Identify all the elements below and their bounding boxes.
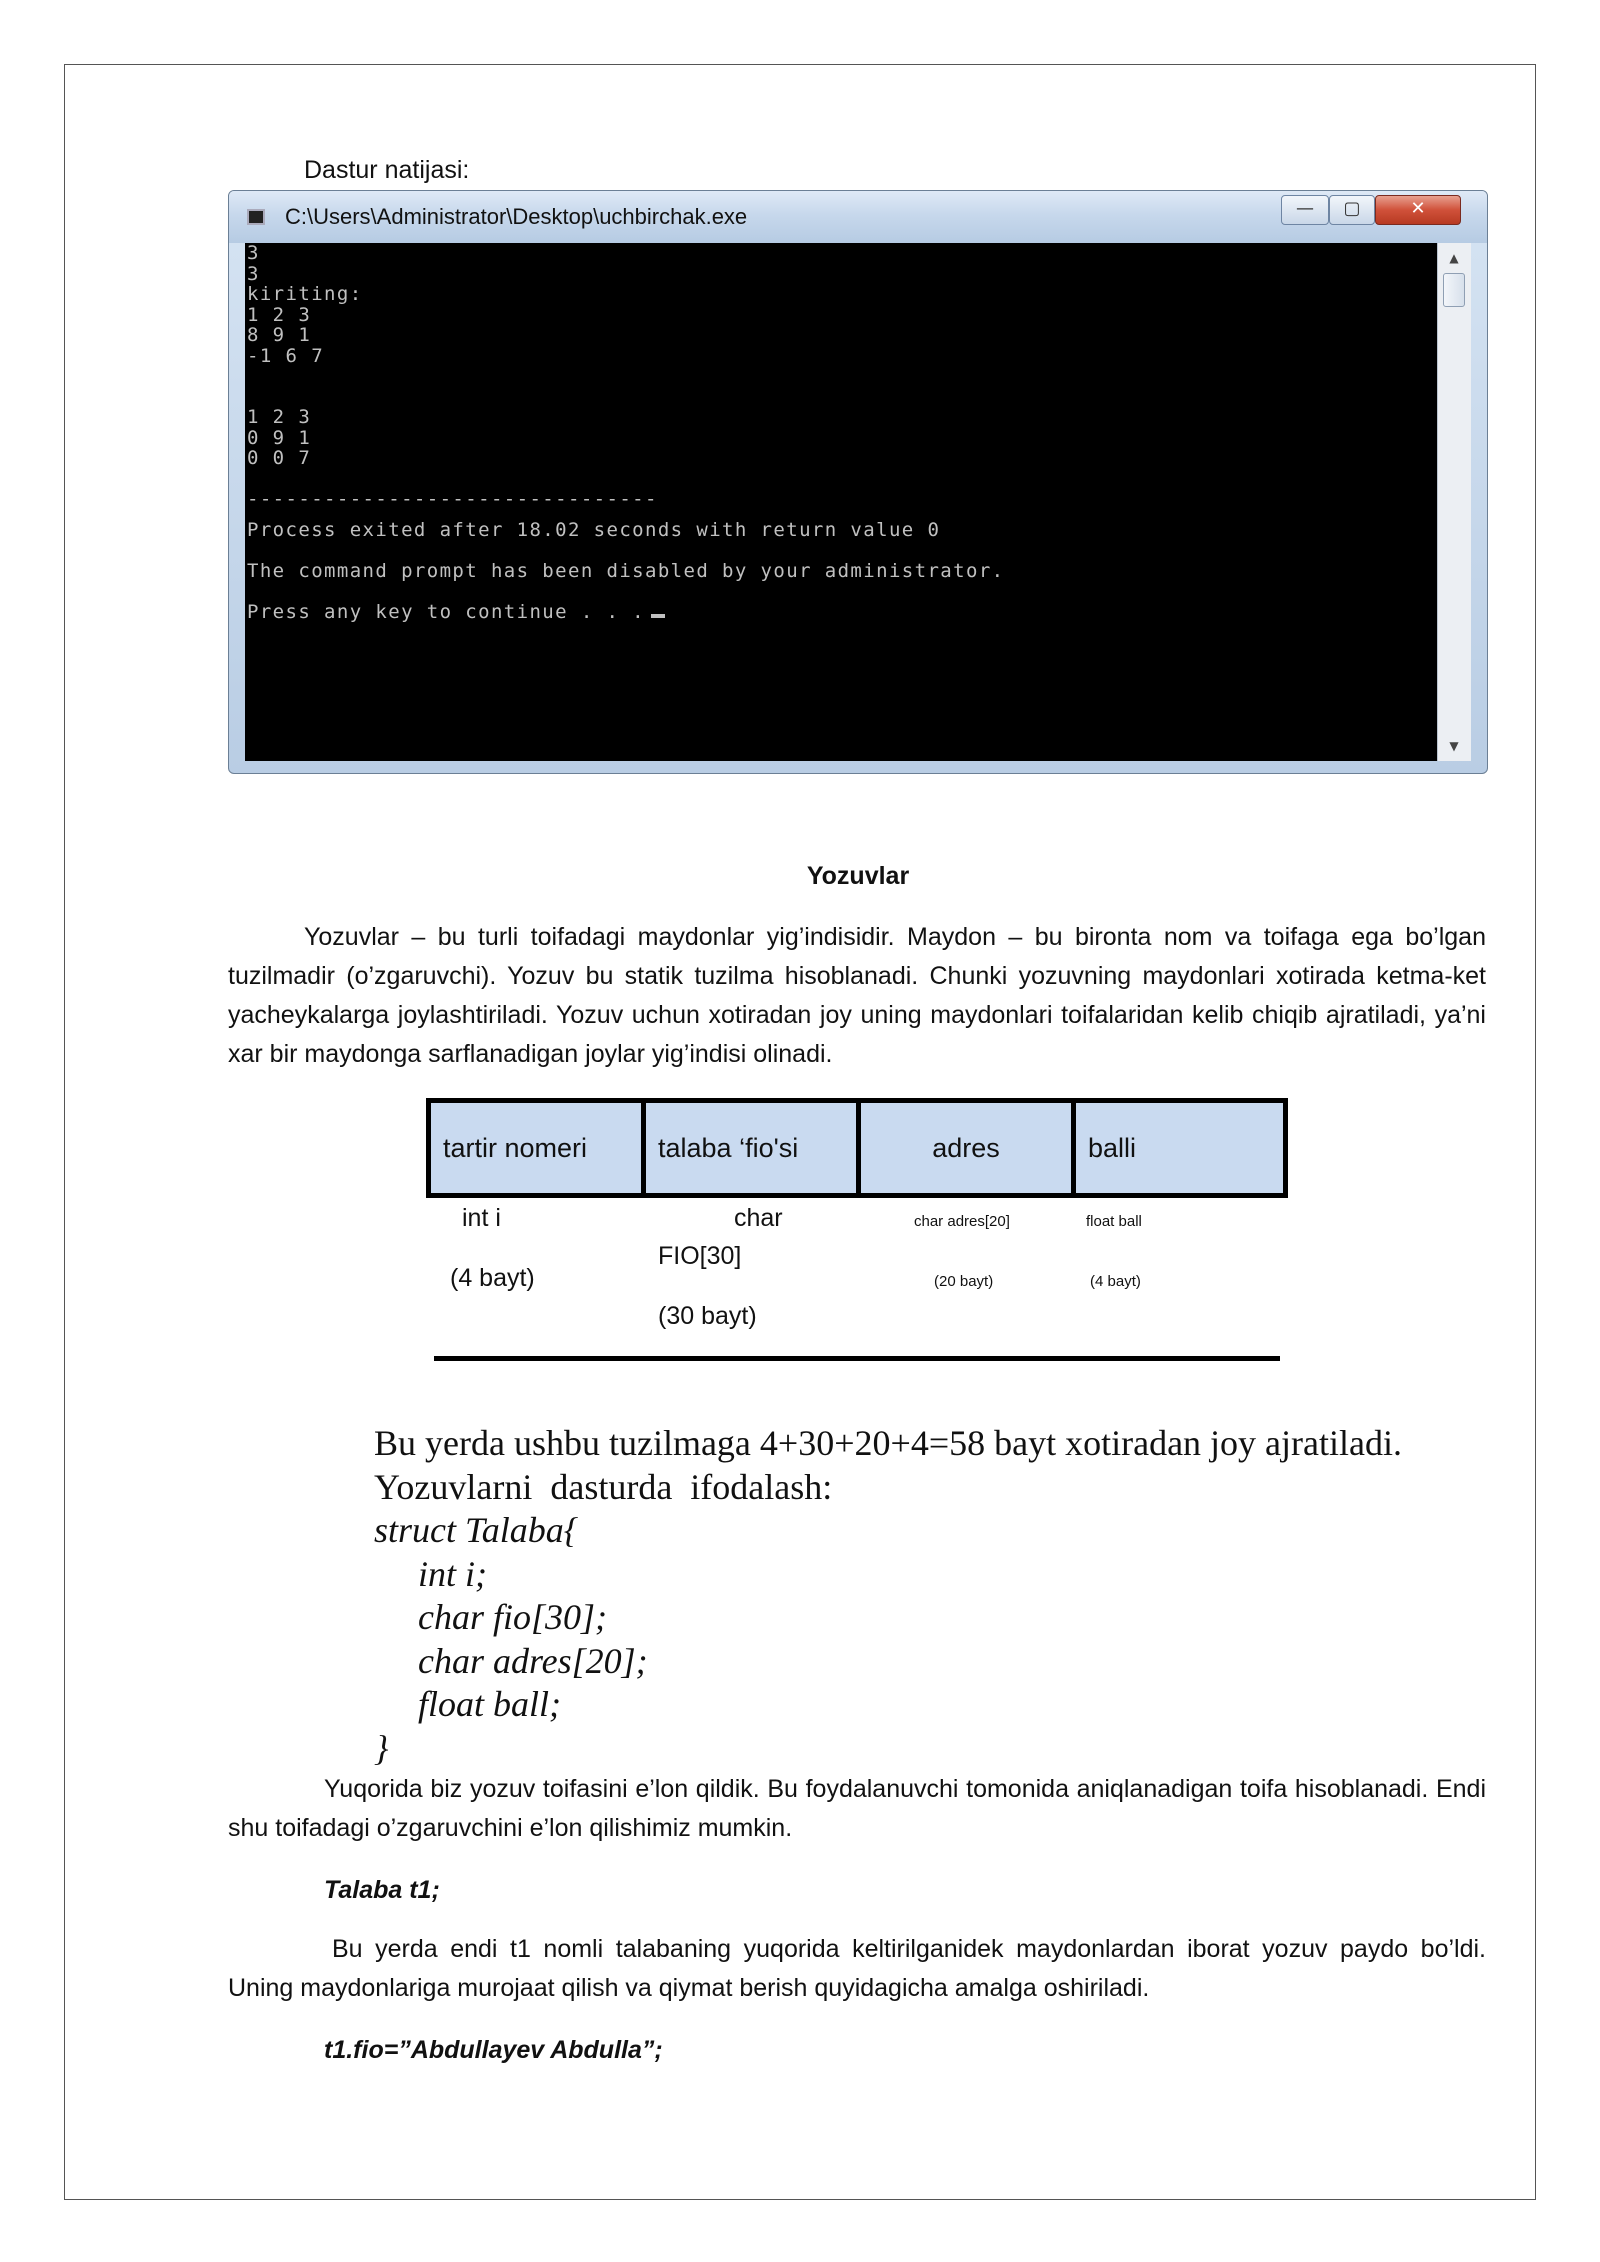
console-line — [247, 387, 1005, 408]
cell-int-size: (4 bayt) — [450, 1264, 535, 1292]
console-titlebar[interactable] — [229, 191, 1487, 243]
console-line — [247, 469, 1005, 490]
code-line: float ball; — [418, 1684, 561, 1724]
console-line — [247, 592, 1005, 633]
paragraph-field-access: Bu yerda endi t1 nomli talabaning yuqorida keltirilganidek maydonlardan iborat yozuv paydo bo’ldi. Uning maydonlariga murojaat qilish va qiymat berish quyidagicha amalga oshiriladi. — [228, 1935, 1486, 2002]
console-line: 0 0 7 — [247, 447, 312, 469]
code-intro: Yozuvlarni dasturda ifodalash: — [374, 1466, 833, 1507]
code-block — [374, 1422, 1402, 1770]
table-header-row — [426, 1098, 1288, 1198]
close-button[interactable]: ✕ — [1375, 195, 1461, 225]
cell-ball-size: (4 bayt) — [1090, 1273, 1141, 1290]
code-line: char adres[20]; — [418, 1640, 648, 1681]
cell-adres-size: (20 bayt) — [934, 1273, 994, 1290]
cell-ball-type: float ball — [1086, 1213, 1142, 1230]
console-line: 1 2 3 — [247, 406, 312, 428]
size-sentence: Bu yerda ushbu tuzilmaga 4+30+20+4=58 bayt xotiradan joy ajratiladi. — [374, 1423, 1402, 1463]
scroll-up-arrow-icon[interactable]: ▲ — [1449, 251, 1459, 265]
cell-fio-array: FIO[30] — [658, 1242, 742, 1270]
header-talaba-fio: talaba ‘fio'si — [641, 1098, 861, 1198]
cell-fio-size: (30 bayt) — [658, 1302, 757, 1330]
paragraph-declaration-intro: Yuqorida biz yozuv toifasini e’lon qildik. Bu foydalanuvchi tomonida aniqlanadigan toifa hisoblanadi. Endi shu toifadagi o’zgaruvchini e’lon qilishimiz mumkin. — [228, 1775, 1486, 1842]
console-line: The command prompt has been disabled by your administrator. — [247, 559, 1005, 582]
table-bottom-rule — [434, 1356, 1280, 1361]
cell-adres-type: char adres[20] — [914, 1213, 1010, 1230]
console-prompt-text: Press any key to continue . . . — [247, 600, 646, 623]
console-line: kiriting: — [247, 283, 363, 305]
code-line: char fio[30]; — [418, 1597, 607, 1637]
console-line: Process exited after 18.02 seconds with return value 0 — [247, 518, 941, 541]
scroll-thumb[interactable] — [1443, 273, 1465, 307]
code-line: struct Talaba{ — [374, 1510, 579, 1550]
code-line: int i; — [418, 1553, 487, 1594]
console-line: 3 — [247, 262, 260, 285]
header-tartir-nomeri: tartir nomeri — [426, 1098, 646, 1198]
cell-char-type: char — [734, 1204, 783, 1232]
console-text — [247, 243, 1005, 633]
console-output[interactable] — [245, 243, 1437, 761]
console-app-icon — [247, 209, 265, 225]
console-scrollbar[interactable] — [1437, 243, 1471, 761]
header-balli: balli — [1071, 1098, 1288, 1198]
console-window — [228, 190, 1488, 774]
declaration-line: Talaba t1; — [324, 1876, 440, 1904]
minimize-button[interactable]: — — [1281, 195, 1329, 225]
console-line: 1 2 3 — [247, 303, 312, 326]
console-line: -1 6 7 — [247, 344, 325, 367]
output-label: Dastur natijasi: — [304, 156, 470, 184]
console-title: C:\Users\Administrator\Desktop\uchbirchak.exe — [285, 204, 748, 229]
console-line — [247, 366, 1005, 387]
section-heading: Yozuvlar — [806, 862, 910, 890]
console-separator: -------------------------------- — [247, 488, 658, 510]
paragraph-intro: Yozuvlar – bu turli toifadagi maydonlar yig’indisidir. Maydon – bu bironta nom va toifaga ega bo’lgan tuzilmadir (o’zgaruvchi). Yozuv bu statik tuzilma hisoblanadi. Chunki yozuvning maydonlari xotirada ketma-ket yacheykalarga joylashtiriladi. Yozuv uchun xotiradan joy uning maydonlari toifalaridan kelib chiqib ajratiladi, ya’ni xar bir maydonga sarflanadigan joylar yig’indisi olinadi. — [228, 923, 1486, 1068]
maximize-button[interactable]: ▢ — [1329, 195, 1375, 225]
assignment-line: t1.fio=”Abdullayev Abdulla”; — [324, 2036, 663, 2064]
console-line: 3 — [247, 242, 260, 264]
scroll-down-arrow-icon[interactable]: ▼ — [1449, 739, 1459, 753]
console-line: 8 9 1 — [247, 324, 312, 346]
header-adres: adres — [856, 1098, 1076, 1198]
code-line: } — [374, 1727, 389, 1768]
console-cursor — [651, 614, 665, 618]
console-line: 0 9 1 — [247, 426, 312, 449]
cell-int-type: int i — [462, 1204, 501, 1232]
